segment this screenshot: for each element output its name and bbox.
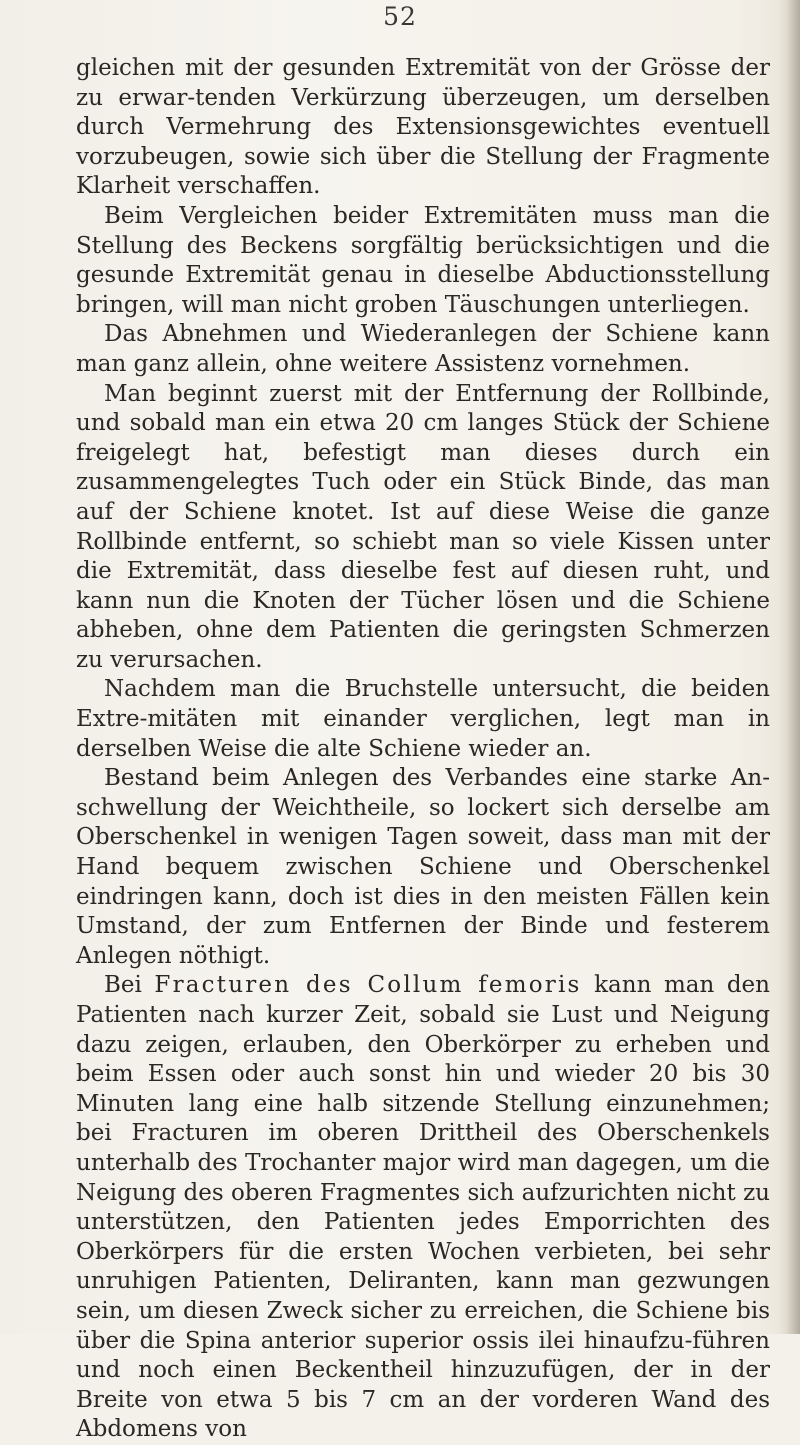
paragraph-6: Bestand beim Anlegen des Verbandes eine starke An-schwellung der Weichtheile, so lockert sich derselbe am Oberschenkel in wenigen Tagen soweit, dass man mit der Hand bequem zwischen Schiene und Oberschenkel eindringen kann, doch ist dies in den meisten Fällen kein Umstand, der zum Entfernen der Binde und festerem Anlegen nöthigt.	[76, 765, 770, 969]
paragraph-2: Beim Vergleichen beider Extremitäten muss man die Stellung des Beckens sorgfältig berücksichtigen und die gesunde Extremität genau in dieselbe Abductionsstellung bringen, will man nicht groben Täuschungen unterliegen.	[76, 202, 770, 318]
body-text	[76, 54, 770, 1445]
paragraph-1: gleichen mit der gesunden Extremität von der Grösse der zu erwar-tenden Verkürzung überzeugen, um derselben durch Vermehrung des Extensionsgewichtes eventuell vorzubeugen, sowie sich über die Stellung der Fragmente Klarheit verschaffen.	[76, 55, 770, 200]
paragraph-7-lead: Bei	[104, 972, 155, 999]
paragraph-4: Man beginnt zuerst mit der Entfernung der Rollbinde, und sobald man ein etwa 20 cm langes Stück der Schiene freigelegt hat, befestigt man dieses durch ein zusammengelegtes Tuch oder ein Stück Binde, das man auf der Schiene knotet. Ist auf diese Weise die ganze Rollbinde entfernt, so schiebt man so viele Kissen unter die Extremität, dass dieselbe fest auf diesen ruht, und kann nun die Knoten der Tücher lösen und die Schiene abheben, ohne dem Patienten die geringsten Schmerzen zu verursachen.	[76, 380, 770, 673]
paragraph-7-body: kann man den Patienten nach kurzer Zeit, sobald sie Lust und Neigung dazu zeigen, erlauben, den Oberkörper zu erheben und beim Essen oder auch sonst hin und wieder 20 bis 30 Minuten lang eine halb sitzende Stellung einzunehmen; bei Fracturen im oberen Drittheil des Oberschenkels unterhalb des Trochanter major wird man dagegen, um die Neigung des oberen Fragmentes sich aufzurichten nicht zu unterstützen, den Patienten jedes Emporrichten des Oberkörpers für die ersten Wochen verbieten, bei sehr unruhigen Patienten, Deliranten, kann man gezwungen sein, um diesen Zweck sicher zu erreichen, die Schiene bis über die Spina anterior superior ossis ilei hinaufzu-führen und noch einen Beckentheil hinzuzufügen, der in der Breite von etwa 5 bis 7 cm an der vorderen Wand des Abdomens von	[76, 972, 770, 1443]
page-number: 52	[383, 2, 417, 31]
page-edge-shadow	[778, 0, 800, 1334]
paragraph-7	[76, 971, 770, 1445]
emphasized-term: Fracturen des Collum femoris	[154, 972, 582, 999]
paragraph-3: Das Abnehmen und Wiederanlegen der Schiene kann man ganz allein, ohne weitere Assistenz vornehmen.	[76, 321, 770, 377]
paragraph-5: Nachdem man die Bruchstelle untersucht, die beiden Extre-mitäten mit einander verglichen, legt man in derselben Weise die alte Schiene wieder an.	[76, 676, 770, 762]
